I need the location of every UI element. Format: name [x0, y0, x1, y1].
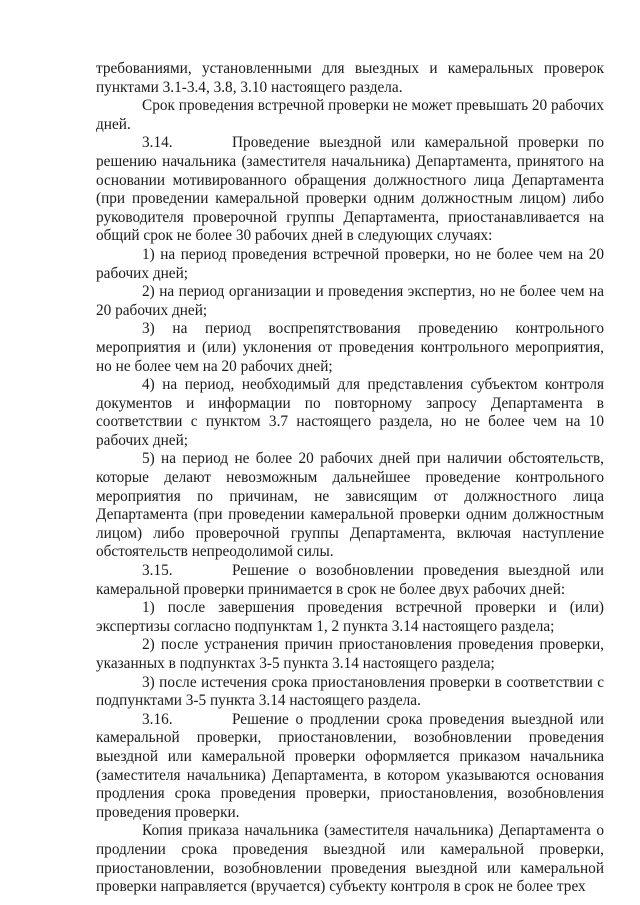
- paragraph-text: 3) после истечения срока приостановления проверки в соответствии с подпунктами 3-5 пункта 3.14 настоящего раздела.: [96, 673, 604, 710]
- clause-3-16: [96, 711, 604, 823]
- paragraph-text: 2) после устранения причин приостановления проведения проверки, указанных в подпунктах 3-5 пункта 3.14 настоящего раздела;: [96, 636, 604, 672]
- paragraph-text: Копия приказа начальника (заместителя начальника) Департамента о продлении срока проведения выездной или камеральной проверки, приостановлении, возобновлении проведения выездной или камеральной проверки направляется (вручается) субъекту контроля в срок не более трех: [96, 822, 604, 896]
- paragraph-text: 4) на период, необходимый для представления субъектом контроля документов и информации по повторному запросу Департамента в соответствии с пунктом 3.7 настоящего раздела, но не более чем на 10 рабочих дней;: [96, 376, 604, 449]
- clause-number: 3.14.: [142, 134, 173, 152]
- list-item: [96, 599, 604, 636]
- paragraph-text: Проведение выездной или камеральной проверки по решению начальника (заместителя начальника) Департамента, принятого на основании мотивированного обращения должностного лица Департамента (при проведении камеральной проверки одним должностным лицом) либо руководителя проверочной группы Департамента, приостанавливается на общий срок не более 30 рабочих дней в следующих случаях:: [96, 134, 604, 245]
- list-item: [96, 320, 604, 376]
- paragraph-text: 3) на период воспрепятствования проведению контрольного мероприятия и (или) уклонения от проведения контрольного мероприятия, но не более чем на 20 рабочих дней;: [96, 320, 604, 375]
- paragraph-text: 1) на период проведения встречной проверки, но не более чем на 20 рабочих дней;: [96, 245, 604, 282]
- list-item: [96, 674, 604, 711]
- clause-3-15: [96, 562, 604, 599]
- paragraph-meeting-check-term: [96, 97, 604, 134]
- paragraph-continuation: [96, 60, 604, 97]
- clause-3-14: [96, 134, 604, 246]
- list-item: [96, 450, 604, 562]
- clause-number: 3.16.: [142, 710, 173, 728]
- list-item: [96, 246, 604, 283]
- paragraph-text: 5) на период не более 20 рабочих дней при наличии обстоятельств, которые делают невозможным дальнейшее проведение контрольного мероприятия по причинам, не зависящим от должностного лица Департамента (при проведении камеральной проверки одним должностным лицом) либо проверочной группы Департамента, включая наступление обстоятельств непреодолимой силы.: [96, 450, 604, 561]
- document-page: [96, 60, 604, 897]
- paragraph-text: требованиями, установленными для выездных и камеральных проверок пунктами 3.1-3.4, 3.8, 3.10 настоящего раздела.: [96, 60, 604, 96]
- list-item: [96, 283, 604, 320]
- paragraph-text: 2) на период организации и проведения экспертиз, но не более чем на 20 рабочих дней;: [96, 283, 604, 319]
- paragraph-order-copy: [96, 822, 604, 896]
- clause-number: 3.15.: [142, 562, 173, 580]
- paragraph-text: Решение о продлении срока проведения выездной или камеральной проверки, приостановлении, возобновлении проведения выездной или камеральной проверки оформляется приказом начальника (заместителя начальника) Департамента, в котором указываются основания продления срока проведения проверки, приостановления, возобновления проведения проверки.: [96, 710, 604, 821]
- list-item: [96, 376, 604, 450]
- paragraph-text: 1) после завершения проведения встречной проверки и (или) экспертизы согласно подпунктам 1, 2 пункта 3.14 настоящего раздела;: [96, 599, 604, 635]
- paragraph-text: Срок проведения встречной проверки не может превышать 20 рабочих дней.: [96, 97, 604, 133]
- list-item: [96, 636, 604, 673]
- paragraph-text: Решение о возобновлении проведения выездной или камеральной проверки принимается в срок не более двух рабочих дней:: [96, 562, 604, 598]
